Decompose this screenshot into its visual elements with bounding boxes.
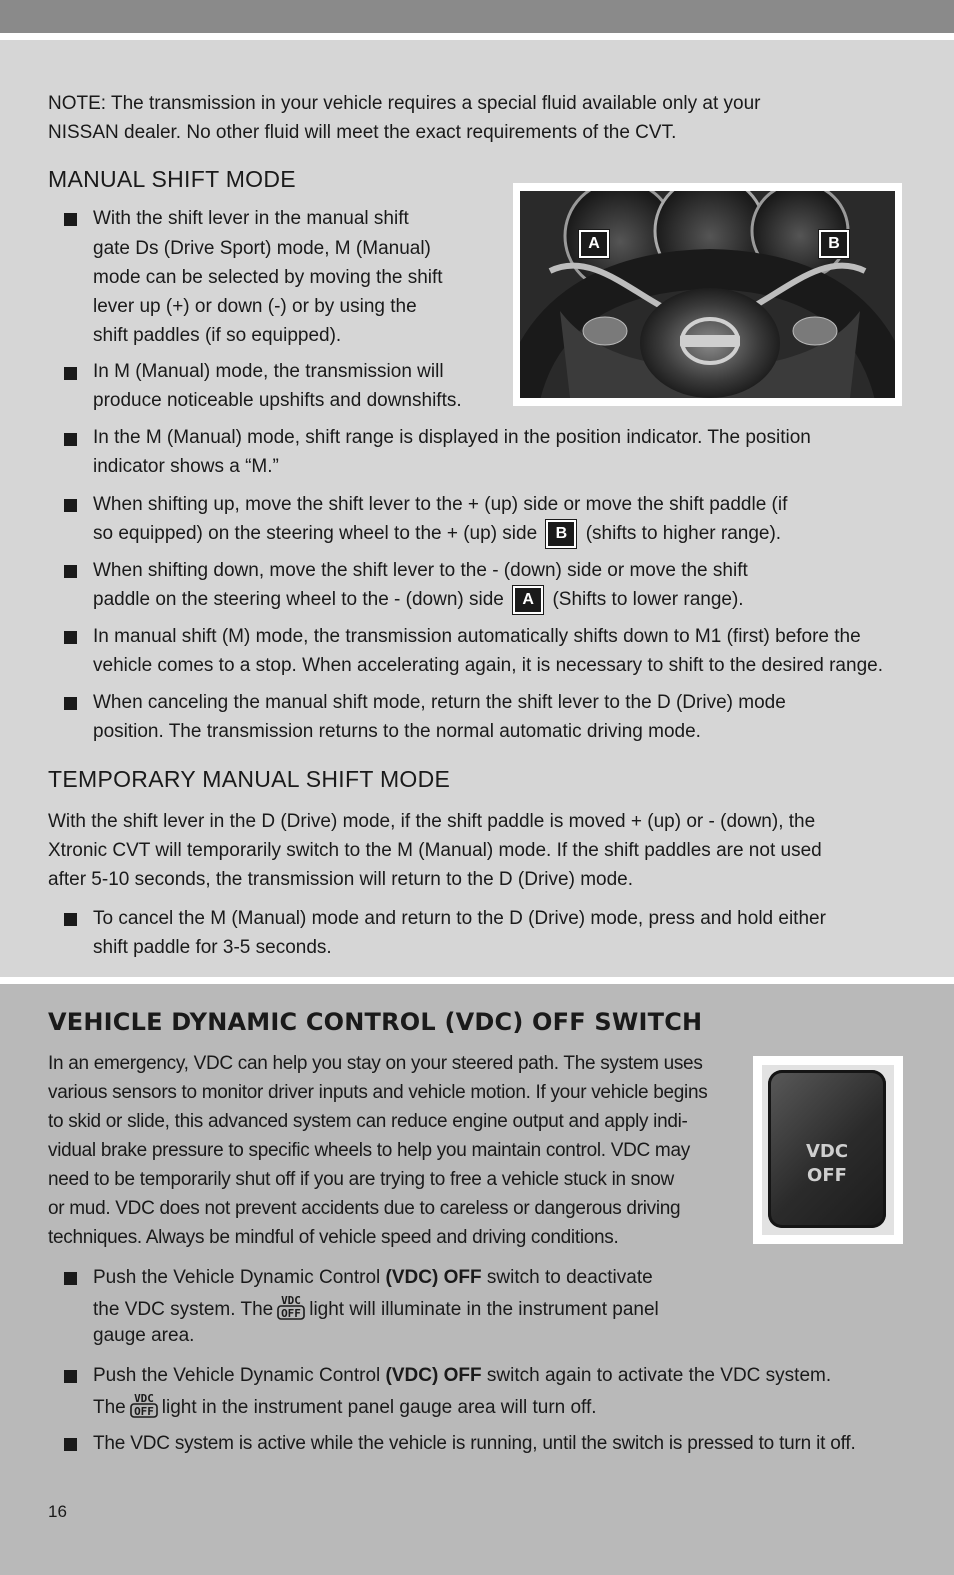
manual-b5-line-2-pre: paddle on the steering wheel to the - (down) side [93,589,504,610]
vdc-b2-l1-post: switch again to activate the VDC system. [481,1365,832,1386]
svg-text:VDC: VDC [281,1294,302,1307]
manual-b1-line-3: mode can be selected by moving the shift [93,267,443,288]
temporary-shift-heading: TEMPORARY MANUAL SHIFT MODE [48,766,451,792]
temp-para-line-3: after 5-10 seconds, the transmission will return to the D (Drive) mode. [48,869,634,890]
vdc-para-line-7: techniques. Always be mindful of vehicle speed and driving conditions. [48,1227,619,1248]
manual-b4-line-2-post: (shifts to higher range). [585,523,782,544]
bullet-marker [64,1438,77,1451]
vdc-b2-l2-pre: The [93,1397,126,1418]
vdc-para-line-2: various sensors to monitor driver inputs and vehicle motion. If your vehicle begins [48,1082,708,1103]
vdc-b2-line-1 [93,1361,831,1390]
label-a-photo: A [579,230,609,258]
vdc-b2-l2-post: light in the instrument panel gauge area will turn off. [161,1397,597,1418]
svg-text:OFF: OFF [281,1307,302,1320]
svg-text:VDC: VDC [133,1392,154,1405]
manual-shift-heading: MANUAL SHIFT MODE [48,166,296,192]
manual-b1-line-2: gate Ds (Drive Sport) mode, M (Manual) [93,238,431,259]
manual-b5-line-1: When shifting down, move the shift lever to the - (down) side or move the shift [93,560,748,581]
vdc-b2-line-2 [93,1390,597,1422]
vdc-para-line-5: need to be temporarily shut off if you are trying to free a vehicle stuck in snow [48,1169,674,1190]
manual-b2-line-1: In M (Manual) mode, the transmission will [93,361,444,382]
note-line-1: NOTE: The transmission in your vehicle requires a special fluid available only at your [48,93,761,114]
vdc-b3-line-1: The VDC system is active while the vehicle is running, until the switch is pressed to turn it off. [93,1433,856,1454]
manual-b4-line-2 [93,519,781,548]
manual-b5-line-2-post: (Shifts to lower range). [552,589,744,610]
vdc-b2-l1-bold: (VDC) OFF [385,1365,482,1386]
bullet-marker [64,631,77,644]
manual-b7-line-1: When canceling the manual shift mode, return the shift lever to the D (Drive) mode [93,692,786,713]
svg-text:OFF: OFF [133,1405,154,1418]
manual-b2-line-2: produce noticeable upshifts and downshifts. [93,390,462,411]
bullet-marker [64,1272,77,1285]
bullet-marker [64,367,77,380]
manual-b3-line-2: indicator shows a “M.” [93,456,279,477]
vdc-switch-text-off: OFF [807,1165,847,1186]
manual-b6-line-2: vehicle comes to a stop. When accelerating again, it is necessary to shift to the desired range. [93,655,883,676]
manual-b1-line-1: With the shift lever in the manual shift [93,208,409,229]
bullet-marker [64,499,77,512]
bullet-marker [64,697,77,710]
vdc-para-line-6: or mud. VDC does not prevent accidents due to careless or dangerous driving [48,1198,681,1219]
vdc-b1-l1-pre: Push the Vehicle Dynamic Control [93,1267,386,1288]
steering-wheel-photo [520,191,895,398]
vdc-b1-l2-pre: the VDC system. The [93,1299,274,1320]
manual-b4-line-1: When shifting up, move the shift lever to the + (up) side or move the shift paddle (if [93,494,788,515]
vdc-off-indicator-icon [276,1292,306,1320]
temp-para-line-1: With the shift lever in the D (Drive) mode, if the shift paddle is moved + (up) or - (down), the [48,811,816,832]
vdc-switch-photo [768,1070,886,1228]
bullet-marker [64,433,77,446]
vdc-b2-l1-pre: Push the Vehicle Dynamic Control [93,1365,386,1386]
page-number: 16 [48,1502,67,1521]
vdc-para-line-4: vidual brake pressure to specific wheels to help you maintain control. VDC may [48,1140,690,1161]
vdc-para-line-1: In an emergency, VDC can help you stay on your steered path. The system uses [48,1053,703,1074]
manual-b1-line-5: shift paddles (if so equipped). [93,325,342,346]
vdc-switch-text-vdc: VDC [805,1141,849,1162]
vdc-switch-photo-frame [753,1056,903,1244]
manual-b3-line-1: In the M (Manual) mode, shift range is displayed in the position indicator. The position [93,427,811,448]
vdc-b1-line-2 [93,1292,659,1324]
manual-b5-line-2 [93,585,744,614]
bullet-marker [64,1370,77,1383]
bullet-marker [64,213,77,226]
temp-bullet-line-2: shift paddle for 3-5 seconds. [93,937,332,958]
vdc-b1-l1-bold: (VDC) OFF [385,1267,482,1288]
vdc-section-title: VEHICLE DYNAMIC CONTROL (VDC) OFF SWITCH [48,1008,703,1036]
bullet-marker [64,565,77,578]
vdc-b1-line-1 [93,1263,653,1292]
vdc-b1-l2-post: light will illuminate in the instrument panel [309,1299,659,1320]
vdc-b1-line-3: gauge area. [93,1325,195,1346]
note-line-2: NISSAN dealer. No other fluid will meet the exact requirements of the CVT. [48,122,677,143]
vdc-b1-l1-post: switch to deactivate [481,1267,653,1288]
steering-wheel-photo-frame [513,183,902,406]
manual-b1-line-4: lever up (+) or down (-) or by using the [93,296,417,317]
temp-bullet-line-1: To cancel the M (Manual) mode and return to the D (Drive) mode, press and hold either [93,908,826,929]
vdc-para-line-3: to skid or slide, this advanced system can reduce engine output and apply indi- [48,1111,688,1132]
manual-b4-line-2-pre: so equipped) on the steering wheel to the + (up) side [93,523,538,544]
manual-b7-line-2: position. The transmission returns to the normal automatic driving mode. [93,721,701,742]
manual-b6-line-1: In manual shift (M) mode, the transmission automatically shifts down to M1 (first) before the [93,626,861,647]
label-b-inline: B [546,520,576,548]
temp-para-line-2: Xtronic CVT will temporarily switch to the M (Manual) mode. If the shift paddles are not used [48,840,822,861]
label-a-inline: A [513,586,543,614]
label-b-photo: B [819,230,849,258]
vdc-off-indicator-icon [129,1390,159,1418]
bullet-marker [64,913,77,926]
header-bar [0,0,954,33]
